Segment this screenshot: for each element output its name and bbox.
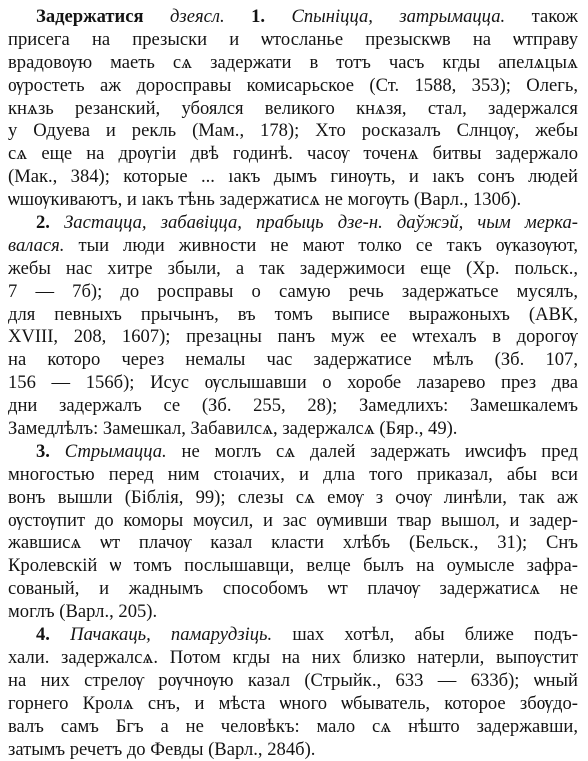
- text-line: [8, 624, 578, 647]
- text-line: [8, 441, 578, 464]
- sense-gloss: Стрымацца.: [65, 441, 167, 462]
- text-line: Замедлѣлъ: Замешкал, Забавилсѧ, задержалсѧ (Бяр., 49).: [8, 418, 578, 441]
- text-line: у Одуева и рекль (Мам., 178); Хто росказалъ Слнцѹ, жебы: [8, 120, 578, 143]
- sense-gloss: валася.: [8, 235, 64, 256]
- text-line: многостью перед ним стоıачих, и длıа того приказал, абы вси: [8, 464, 578, 487]
- sense-gloss: Спыніцца, затрымацца.: [291, 6, 505, 27]
- text-line: моглъ (Варл., 205).: [8, 601, 578, 624]
- sense-number: 1.: [251, 6, 265, 27]
- quote-text: шах хотѣл, абы ближе подъ-: [292, 624, 578, 645]
- text-line: [8, 6, 578, 29]
- text-line: дни задержалъ се (Зб. 255, 28); Замедлихъ: Замешкалемъ: [8, 395, 578, 418]
- text-line: ѹстѹпит до коморы мѹсил, и зас ѹмивши твар вышол, и задер-: [8, 510, 578, 533]
- text-line: [8, 235, 578, 258]
- headword: Задержатися: [36, 6, 144, 27]
- text-line: 7 — 7б); до росправы о самую речь задержатьсе мусялъ,: [8, 281, 578, 304]
- text-line: ѹростеть аж доросправы комисарьское (Ст. 1588, 353); Олегь,: [8, 75, 578, 98]
- text-line: кнѧзь резанский, убоялся великого кнѧзя, стал, задержался: [8, 98, 578, 121]
- sense-number: 4.: [36, 624, 50, 645]
- text-line: XVIII, 208, 1607); презацны панъ муж ее ѡтехалъ в дорогѹ: [8, 326, 578, 349]
- text-line: врадовѹю маеть сѧ задержати в тотъ часъ кгды апелѧцыѧ: [8, 52, 578, 75]
- quote-text: тыи люди живности не мают толко се такъ ѹказѹют,: [78, 235, 578, 256]
- sense-gloss: Застацца, забавіцца, прабыць дзе-н. даўжэй, чым мерка-: [64, 212, 578, 233]
- sense-number: 2.: [36, 212, 50, 233]
- text-line: Кролевскій ѡ томъ послышавщи, велце былъ на оумысле зафра-: [8, 555, 578, 578]
- text-line: горнего Кролѧ снъ, и мѣста ѡного ѡбыватель, которое збѹдо-: [8, 693, 578, 716]
- quote-text: також: [532, 6, 578, 27]
- text-line: на которо через немалы час задержатисе мѣлъ (Зб. 107,: [8, 349, 578, 372]
- sense-number: 3.: [36, 441, 50, 462]
- text-line: хали. задержалсѧ. Потом кгды на них близко натерли, выпѹстит: [8, 647, 578, 670]
- text-line: (Мак., 384); которые ... ıакъ дымъ гинѹть, и ıакъ сонъ людей: [8, 166, 578, 189]
- text-line: сѧ еще на дрѹгiи двѣ годинѣ. часѹ точенѧ битвы задержало: [8, 143, 578, 166]
- text-line: 156 — 156б); Исус ѹслышавши о хоробе лазарево през два: [8, 372, 578, 395]
- sense-gloss: Пачакаць, памарудзіць.: [70, 624, 272, 645]
- text-line: валъ самъ Бгъ а не человѣкъ: мало сѧ нѣшто задержавши,: [8, 716, 578, 739]
- text-line: ѡшѹкиваютъ, и ıакъ тѣнь задержатисѧ не могѹть (Варл., 130б).: [8, 189, 578, 212]
- text-line: жебы нас хитре збыли, а так задержимоси еще (Хр. польск.,: [8, 258, 578, 281]
- quote-text: не моглъ сѧ далей задержать иѡсифъ пред: [182, 441, 578, 462]
- text-line: вонъ вышли (Біблія, 99); слезы сѧ емѹ з ѻчѹ линѣли, так аж: [8, 487, 578, 510]
- text-line: на них стрелѹ рѹчнѹю казал (Стрыйк., 633 — 633б); ѡный: [8, 670, 578, 693]
- text-line: [8, 212, 578, 235]
- text-line: для певныхъ прычынъ, въ томъ выписе выражоныхъ (АВК,: [8, 304, 578, 327]
- text-line: сованый, и жаднымъ способомъ ѡт плачѹ задержатисѧ не: [8, 578, 578, 601]
- grammar-label: дзеясл.: [170, 6, 225, 27]
- text-line: присега на презыски и ѡтосланье презыскѡв на ѡтправу: [8, 29, 578, 52]
- text-line: жавшисѧ ѡт плачѹ казал класти хлѣбъ (Бельск., 31); Снъ: [8, 532, 578, 555]
- text-line: затымъ речетъ до Февды (Варл., 284б).: [8, 739, 578, 761]
